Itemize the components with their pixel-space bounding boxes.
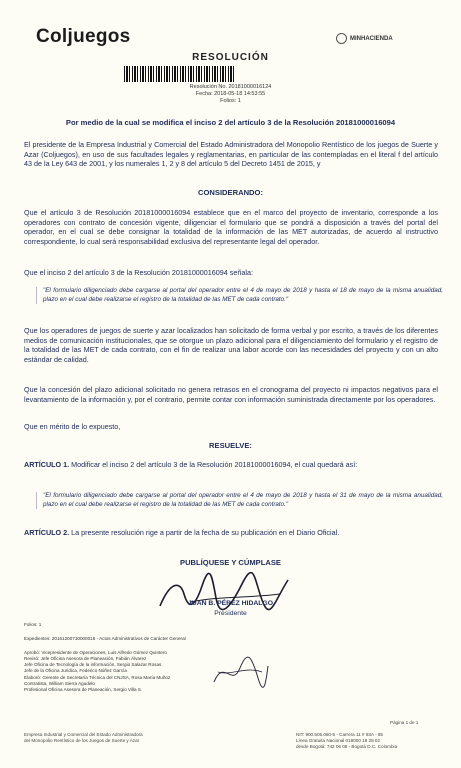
coljuegos-logo: Coljuegos xyxy=(36,26,131,47)
signer-title: Presidente xyxy=(214,610,247,617)
article-2-label: ARTÍCULO 2. xyxy=(24,528,70,537)
approved-by: Aprobó: Vicepresidente de Operaciones, Luis Alfredo Gómez Quintero xyxy=(24,650,167,655)
prepared-by-2: Contratista, William Sierra Agudelo xyxy=(24,681,95,686)
considering-paragraph-3: Que los operadores de juegos de suerte y azar localizados han solicitado de forma verbal y por escrito, a través de los diferentes medios de comunicación institucionales, que se otorgue un plazo adicional para el diligenciamiento del formulario y el registro de la totalidad de las MET de cada contrato, con el fin de realizar una labor acorde con las necesidades del proyecto y con un alto estándar de calidad. xyxy=(24,326,438,364)
footer-entity-line-2: del Monopolio Rentístico de los Juegos de Suerte y Azar xyxy=(24,738,140,743)
ministry-header xyxy=(336,33,393,44)
considering-paragraph-1: Que el artículo 3 de Resolución 20181000016094 establece que en el marco del proyecto de inventario, corresponde a los operadores con contrato de concesión vigente, diligenciar el formulario que se pondrá a disposición a través del portal del operador, en el cual se debe consignar la totalidad de la información de las MET autorizadas, de acuerdo al instructivo correspondiente, lo cual será responsabilidad exclusiva del representante legal del operador. xyxy=(24,208,438,246)
quote-original: "El formulario diligenciado debe cargarse al portal del operador entre el 4 de mayo de 2018 y hasta el 18 de mayo de la misma anualidad, plazo en el cual debe realizarse el registro de la totalidad de las MET de cada contrato." xyxy=(36,287,443,304)
barcode-icon xyxy=(124,66,234,82)
page-number: Página 1 de 1 xyxy=(390,720,419,725)
prepared-by-3: Profesional Oficina Asesora de Planeación, Sergio Villa S. xyxy=(24,687,143,692)
folios-footer: Folios: 1 xyxy=(24,622,42,627)
quote-modified: "El formulario diligenciado debe cargarse al portal del operador entre el 4 de mayo de 2018 y hasta el 31 de mayo de la misma anualidad, plazo en el cual debe realizarse el registro de la totalidad de las MET de cada contrato." xyxy=(36,492,443,509)
signer-name: JUAN B. PÉREZ HIDALGO xyxy=(188,600,273,607)
reviewed-by-2: Jefe Oficina de Tecnología de la información, Sergio Salazar Rosas xyxy=(24,662,162,667)
considering-paragraph-5: Que en mérito de lo expuesto, xyxy=(24,422,121,431)
prepared-by-1: Elaboró: Gerente de Secretaría Técnica del CNJSA, Rosa María Muñoz xyxy=(24,675,171,680)
considering-paragraph-4: Que la concesión del plazo adicional solicitado no genera retrasos en el cronograma del proyecto ni impactos negativos para el levantamiento de la información y, por el contrario, permite contar con información suministrada directamente por los operadores. xyxy=(24,385,438,404)
considering-paragraph-2: Que el inciso 2 del artículo 3 de la Resolución 20181000016094 señala: xyxy=(24,268,253,277)
considerando-heading: CONSIDERANDO: xyxy=(198,188,263,197)
footer-contact-1: NIT: 900.505.060-5 - Carrera 11 # 93A - 85 xyxy=(296,732,383,737)
expediente-line: Expedientes: 20161200710000018 - Actos Administrativos de Carácter General xyxy=(24,636,186,641)
article-1 xyxy=(24,460,438,470)
document-type-title: RESOLUCIÓN xyxy=(192,52,269,63)
footer-entity-line-1: Empresa Industrial y Comercial del Estado Administradora xyxy=(24,732,143,737)
intro-paragraph: El presidente de la Empresa Industrial y Comercial del Estado Administradora del Monopolio Rentístico de los juegos de Suerte y Azar (Coljuegos), en uso de sus facultades legales y reglamentarias, en particular de las contempladas en el literal f del artículo 43 de la Ley 643 de 2001, y los numerales 1, 2 y 8 del artículo 5 del Decreto 1451 de 2015, y xyxy=(24,140,438,169)
coat-of-arms-icon xyxy=(336,33,347,44)
footer-contact-2: Línea Gratuita Nacional 018000 18 28 02 xyxy=(296,738,381,743)
reviewed-by-1: Revisó: Jefe Oficina Asesora de Planeación, Fabián Álvarez xyxy=(24,656,147,661)
article-1-text: Modificar el inciso 2 del artículo 3 de la Resolución 20181000016094, el cual quedará así: xyxy=(69,460,358,469)
article-2-text: La presente resolución rige a partir de la fecha de su publicación en el Diario Oficial. xyxy=(69,528,340,537)
ministry-label: MINHACIENDA xyxy=(350,35,393,42)
subject-heading: Por medio de la cual se modifica el inciso 2 del artículo 3 de la Resolución 20181000016094 xyxy=(65,118,396,127)
reviewed-by-3: Jefe de la Oficina Jurídica, Federico Núñez García xyxy=(24,668,127,673)
resolution-date: Fecha: 2018-05-18 14:53:55 xyxy=(195,91,266,97)
footer-contact-3: desde Bogotá: 742 06 06 - Bogotá D.C. Colombia xyxy=(296,744,398,749)
publiquese-heading: PUBLÍQUESE Y CÚMPLASE xyxy=(180,558,281,567)
resuelve-heading: RESUELVE: xyxy=(209,441,252,450)
initials-icon xyxy=(210,652,270,692)
folios-count: Folios: 1 xyxy=(220,98,241,104)
resolution-number: Resolución No. 20181000016124 xyxy=(189,84,272,90)
article-2 xyxy=(24,528,438,538)
signature-icon xyxy=(150,572,300,614)
article-1-label: ARTÍCULO 1. xyxy=(24,460,70,469)
